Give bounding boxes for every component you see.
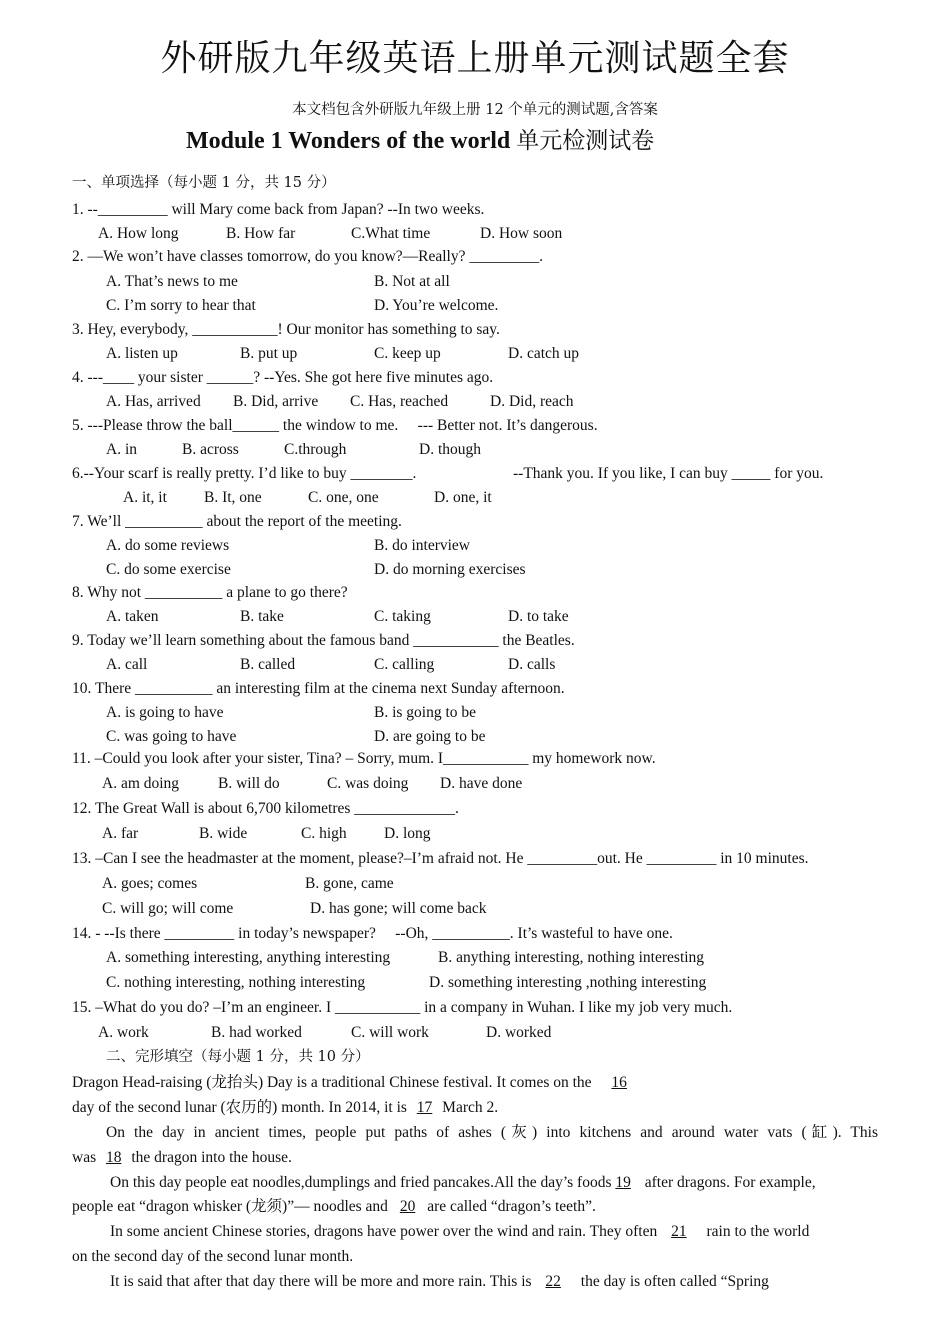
q8-option-c: C. taking [374,608,431,625]
q12-option-a: A. far [102,825,139,842]
q6-option-b: B. It, one [204,489,262,506]
q1-option-d: D. How soon [480,225,563,242]
q4-option-b: B. Did, arrive [233,393,319,410]
passage-text: March 2. [442,1099,499,1116]
passage-line-3: On the day in ancient times, people put paths of ashes (灰) into kitchens and around water vats (缸). This [106,1124,878,1141]
passage-line-2 [72,1098,498,1118]
q11-option-a: A. am doing [102,775,180,792]
module-title-cn: 单元检测试卷 [516,128,655,154]
q6-option-a: A. it, it [123,489,167,506]
module-title [186,122,654,155]
blank-22: 22 [545,1273,561,1290]
q8-option-a: A. taken [106,608,159,625]
blank-18: 18 [105,1149,122,1166]
q9-option-c: C. calling [374,656,435,673]
q2-option-c: C. I’m sorry to hear that [106,297,256,314]
q10-option-b: B. is going to be [374,704,477,721]
q13-option-b: B. gone, came [305,875,394,892]
q3-option-d: D. catch up [508,345,580,362]
q5-option-a: A. in [106,441,137,458]
passage-text: the dragon into the house. [131,1149,292,1166]
blank-16: 16 [611,1074,627,1091]
q5-option-d: D. though [419,441,481,458]
passage-line-8: on the second day of the second lunar month. [72,1248,354,1265]
passage-text: rain to the world [706,1223,810,1240]
q1-option-c: C.What time [351,225,431,242]
passage-line-6 [72,1197,596,1217]
q8-option-b: B. take [240,608,284,625]
passage-line-9 [110,1272,769,1292]
document-subtitle: 本文档包含外研版九年级上册 12 个单元的测试题,含答案 [292,102,658,118]
q14-option-b: B. anything interesting, nothing interesting [438,949,705,966]
q6-option-d: D. one, it [434,489,492,506]
passage-text: after dragons. For example, [644,1174,816,1191]
question-3: 3. Hey, everybody, ___________! Our monitor has something to say. [72,321,500,338]
passage-text: was [72,1149,97,1166]
question-15: 15. –What do you do? –I’m an engineer. I ___________ in a company in Wuhan. I like my job very much. [72,999,733,1016]
q12-option-d: D. long [384,825,431,842]
q15-option-c: C. will work [351,1024,429,1041]
question-2: 2. —We won’t have classes tomorrow, do you know?—Really? _________. [72,248,543,265]
q7-option-a: A. do some reviews [106,537,230,554]
question-9: 9. Today we’ll learn something about the famous band ___________ the Beatles. [72,632,575,649]
question-1: 1. --_________ will Mary come back from Japan? --In two weeks. [72,201,485,218]
q5-option-c: C.through [284,441,347,458]
passage-text: the day is often called “Spring [580,1273,769,1290]
q1-option-a: A. How long [98,225,179,242]
q9-option-b: B. called [240,656,296,673]
q11-option-d: D. have done [440,775,523,792]
passage-text: people eat “dragon whisker (龙须)”— noodles and [72,1198,388,1215]
blank-19: 19 [615,1174,631,1191]
passage-text: On this day people eat noodles,dumplings and fried pancakes.All the day’s foods [110,1174,612,1191]
question-12: 12. The Great Wall is about 6,700 kilometres _____________. [72,800,459,817]
q14-option-c: C. nothing interesting, nothing interesting [106,974,366,991]
passage-line-4 [72,1148,292,1168]
passage-text: day of the second lunar (农历的) month. In 2014, it is [72,1099,407,1116]
question-13: 13. –Can I see the headmaster at the moment, please?–I’m afraid not. He _________out. He _________ in 10 minutes. [72,850,809,867]
q13-option-a: A. goes; comes [102,875,198,892]
question-5: 5. ---Please throw the ball______ the window to me. --- Better not. It’s dangerous. [72,417,598,434]
document-title: 外研版九年级英语上册单元测试题全套 [160,38,790,79]
q4-option-c: C. Has, reached [350,393,449,410]
question-10: 10. There __________ an interesting film at the cinema next Sunday afternoon. [72,680,565,697]
q2-option-b: B. Not at all [374,273,450,290]
q15-option-b: B. had worked [211,1024,302,1041]
passage-text: Dragon Head-raising (龙抬头) Day is a traditional Chinese festival. It comes on the [72,1074,592,1091]
q4-option-a: A. Has, arrived [106,393,201,410]
question-6-part-1: 6.--Your scarf is really pretty. I’d like to buy ________. [72,465,417,482]
q7-option-b: B. do interview [374,537,470,554]
q15-option-d: D. worked [486,1024,552,1041]
passage-text: In some ancient Chinese stories, dragons have power over the wind and rain. They often [110,1223,658,1240]
q7-option-d: D. do morning exercises [374,561,526,578]
passage-text: It is said that after that day there will be more and more rain. This is [110,1273,532,1290]
q13-option-c: C. will go; will come [102,900,234,917]
q6-option-c: C. one, one [308,489,379,506]
q15-option-a: A. work [98,1024,149,1041]
q14-option-d: D. something interesting ,nothing interesting [429,974,707,991]
q3-option-c: C. keep up [374,345,441,362]
blank-20: 20 [399,1198,416,1215]
q9-option-a: A. call [106,656,148,673]
q10-option-c: C. was going to have [106,728,237,745]
q10-option-d: D. are going to be [374,728,486,745]
q14-option-a: A. something interesting, anything interesting [106,949,391,966]
q8-option-d: D. to take [508,608,569,625]
passage-line-5 [110,1173,816,1193]
q7-option-c: C. do some exercise [106,561,231,578]
q4-option-d: D. Did, reach [490,393,574,410]
q12-option-b: B. wide [199,825,248,842]
q10-option-a: A. is going to have [106,704,224,721]
question-11: 11. –Could you look after your sister, Tina? – Sorry, mum. I___________ my homework now. [72,750,656,767]
module-title-en: Module 1 Wonders of the world [186,128,511,154]
question-4: 4. ---____ your sister ______? --Yes. She got here five minutes ago. [72,369,494,386]
q13-option-d: D. has gone; will come back [310,900,487,917]
q5-option-b: B. across [182,441,239,458]
passage-text: are called “dragon’s teeth”. [427,1198,596,1215]
question-7: 7. We’ll __________ about the report of the meeting. [72,513,402,530]
q2-option-a: A. That’s news to me [106,273,238,290]
q11-option-b: B. will do [218,775,280,792]
passage-line-1 [72,1073,627,1093]
passage-line-7 [110,1222,809,1242]
question-8: 8. Why not __________ a plane to go there? [72,584,348,601]
q2-option-d: D. You’re welcome. [374,297,499,314]
q3-option-a: A. listen up [106,345,178,362]
section-heading-1: 一、单项选择（每小题 1 分，共 15 分） [72,175,336,191]
section-heading-2: 二、完形填空（每小题 1 分，共 10 分） [106,1049,370,1065]
q3-option-b: B. put up [240,345,298,362]
q12-option-c: C. high [301,825,347,842]
q9-option-d: D. calls [508,656,556,673]
q1-option-b: B. How far [226,225,296,242]
q11-option-c: C. was doing [327,775,409,792]
blank-17: 17 [416,1099,433,1116]
question-6-part-2: --Thank you. If you like, I can buy _____ for you. [513,465,824,482]
blank-21: 21 [671,1223,687,1240]
question-14: 14. - --Is there _________ in today’s newspaper? --Oh, __________. It’s wasteful to have one. [72,925,673,942]
